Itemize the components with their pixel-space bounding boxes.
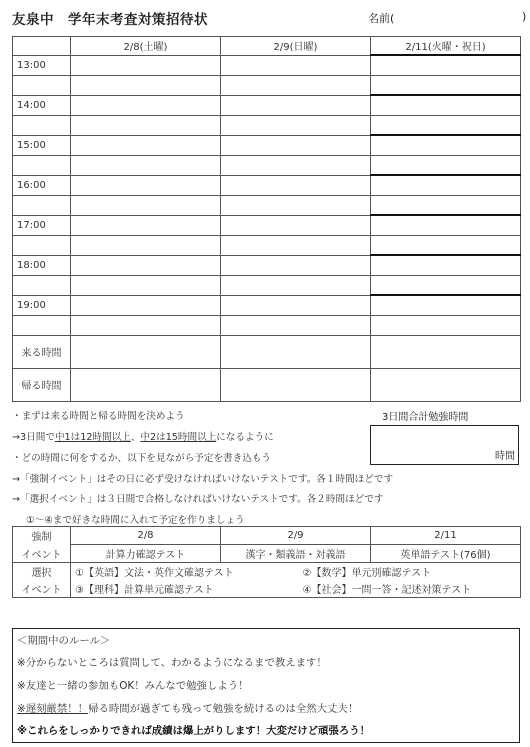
schedule-cell-day-1[interactable] (71, 175, 221, 195)
schedule-cell-day-2[interactable] (221, 215, 371, 235)
schedule-corner (13, 37, 71, 56)
schedule-cell-day-2[interactable] (221, 115, 371, 135)
name-field-close[interactable]: ) (522, 10, 527, 23)
time-slot-label: 16:00 (13, 175, 71, 195)
note-line-6: ①～④まで好きな時間に入れて予定を作りましょう (26, 515, 245, 526)
note-line-2-grade1: 中1は12時間以上 (54, 432, 131, 443)
schedule-cell-day-1[interactable] (71, 155, 221, 175)
time-slot-row (13, 275, 521, 295)
schedule-cell-day-2[interactable] (221, 95, 371, 115)
schedule-cell-day-2[interactable] (221, 155, 371, 175)
time-slot-label: 19:00 (13, 295, 71, 315)
time-slot-half-label (13, 195, 71, 215)
schedule-cell-day-3[interactable] (371, 75, 521, 95)
page-title: 友泉中 学年末考査対策招待状 (12, 12, 208, 28)
rule-3-no-late: ※遅刻厳禁！！ (17, 703, 89, 715)
select-item-3: ③【理科】計算単元確認テスト (71, 580, 301, 598)
arrive-row (13, 335, 521, 368)
schedule-cell-day-1[interactable] (71, 315, 221, 335)
total-hours-unit: 時間 (495, 451, 515, 462)
rule-2: ※友達と一緒の参加もOK！みんなで勉強しよう！ (17, 680, 249, 692)
arrive-cell-day-3[interactable] (371, 335, 521, 368)
schedule-cell-day-2[interactable] (221, 315, 371, 335)
note-line-3: ・どの時間に何をするか、以下を見ながら予定を書き込もう (12, 453, 272, 464)
schedule-cell-day-3[interactable] (371, 295, 521, 315)
schedule-header-row (13, 37, 521, 56)
schedule-cell-day-3[interactable] (371, 195, 521, 215)
schedule-cell-day-3[interactable] (371, 155, 521, 175)
leave-label: 帰る時間 (13, 368, 71, 401)
rule-1: ※分からないところは質問して、わかるようになるまで教えます！ (17, 657, 327, 669)
schedule-cell-day-3[interactable] (371, 175, 521, 195)
schedule-cell-day-1[interactable] (71, 215, 221, 235)
rule-3-rest: 帰る時間が過ぎても残って勉強を続けるのは全然大丈夫！ (88, 703, 359, 715)
name-label: 名前( (368, 12, 395, 25)
time-rows (13, 55, 521, 335)
arrive-cell-day-2[interactable] (221, 335, 371, 368)
schedule-cell-day-2[interactable] (221, 175, 371, 195)
note-line-1: ・まずは来る時間と帰る時間を決めよう (12, 411, 185, 422)
note-line-2 (12, 429, 274, 443)
time-slot-label: 18:00 (13, 255, 71, 275)
select-label-top: 選択 (13, 563, 71, 581)
time-slot-half-label (13, 75, 71, 95)
schedule-cell-day-2[interactable] (221, 55, 371, 75)
rules-title: ＜期間中のルール＞ (17, 635, 111, 647)
schedule-cell-day-3[interactable] (371, 55, 521, 75)
time-slot-half-label (13, 275, 71, 295)
rule-4: ※これらをしっかりできれば成績は爆上がりします！大変だけど頑張ろう！ (17, 725, 370, 737)
select-row-2 (13, 580, 521, 598)
time-slot-row (13, 175, 521, 195)
leave-row (13, 368, 521, 401)
time-slot-row (13, 95, 521, 115)
schedule-cell-day-2[interactable] (221, 135, 371, 155)
forced-label-bottom: イベント (13, 545, 71, 563)
schedule-cell-day-2[interactable] (221, 235, 371, 255)
time-slot-row (13, 115, 521, 135)
time-slot-row (13, 55, 521, 75)
schedule-cell-day-1[interactable] (71, 55, 221, 75)
column-day-3: 2/11(火曜・祝日) (371, 37, 521, 56)
leave-cell-day-1[interactable] (71, 368, 221, 401)
schedule-cell-day-3[interactable] (371, 275, 521, 295)
arrive-label: 来る時間 (13, 335, 71, 368)
time-slot-label: 15:00 (13, 135, 71, 155)
schedule-cell-day-3[interactable] (371, 315, 521, 335)
time-slot-row (13, 215, 521, 235)
total-hours-label: 3日間合計勉強時間 (382, 412, 469, 423)
header (12, 6, 527, 28)
schedule-cell-day-1[interactable] (71, 295, 221, 315)
schedule-cell-day-2[interactable] (221, 275, 371, 295)
forced-date-2: 2/9 (221, 527, 371, 545)
schedule-cell-day-1[interactable] (71, 75, 221, 95)
schedule-cell-day-3[interactable] (371, 255, 521, 275)
schedule-cell-day-1[interactable] (71, 235, 221, 255)
note-line-4: →「強制イベント」はその日に必ず受けなければいけないテストです。各１時間ほどです (12, 474, 394, 485)
total-hours-box[interactable] (370, 425, 519, 465)
rule-3 (17, 700, 358, 715)
time-slot-half-label (13, 315, 71, 335)
schedule-cell-day-1[interactable] (71, 255, 221, 275)
schedule-cell-day-3[interactable] (371, 235, 521, 255)
column-day-1: 2/8(土曜) (71, 37, 221, 56)
select-label-bottom: イベント (13, 580, 71, 598)
time-slot-row (13, 155, 521, 175)
time-slot-label: 13:00 (13, 55, 71, 75)
time-slot-half-label (13, 115, 71, 135)
time-slot-row (13, 255, 521, 275)
time-slot-label: 14:00 (13, 95, 71, 115)
time-slot-label: 17:00 (13, 215, 71, 235)
schedule-cell-day-3[interactable] (371, 95, 521, 115)
schedule-cell-day-2[interactable] (221, 75, 371, 95)
rules-box (12, 628, 520, 743)
events-table (12, 526, 521, 598)
note-line-2-post: になるように (216, 432, 274, 443)
schedule-table (12, 36, 521, 402)
schedule-cell-day-3[interactable] (371, 135, 521, 155)
time-slot-row (13, 295, 521, 315)
forced-date-3: 2/11 (371, 527, 521, 545)
time-slot-row (13, 75, 521, 95)
note-line-5: →「選択イベント」は３日間で合格しなければいけないテストです。各２時間ほどです (12, 494, 384, 505)
time-slot-row (13, 315, 521, 335)
note-line-2-mid: 、 (130, 432, 141, 443)
select-item-4: ④【社会】一問一答・記述対策テスト (301, 580, 521, 598)
select-item-1: ①【英語】文法・英作文確認テスト (71, 563, 301, 581)
select-item-2: ②【数学】単元別確認テスト (301, 563, 521, 581)
schedule-cell-day-3[interactable] (371, 115, 521, 135)
column-day-2: 2/9(日曜) (221, 37, 371, 56)
forced-test-3: 英単語テスト(76個) (371, 545, 521, 563)
time-slot-row (13, 235, 521, 255)
select-row-1 (13, 563, 521, 581)
schedule-cell-day-1[interactable] (71, 95, 221, 115)
note-line-2-grade2: 中2は15時間以上 (140, 432, 217, 443)
forced-test-row (13, 545, 521, 563)
leave-cell-day-2[interactable] (221, 368, 371, 401)
time-slot-row (13, 195, 521, 215)
forced-label-top: 強制 (13, 527, 71, 545)
forced-test-1: 計算力確認テスト (71, 545, 221, 563)
schedule-cell-day-3[interactable] (371, 215, 521, 235)
schedule-cell-day-2[interactable] (221, 295, 371, 315)
forced-test-2: 漢字・類義語・対義語 (221, 545, 371, 563)
schedule-cell-day-2[interactable] (221, 195, 371, 215)
schedule-cell-day-1[interactable] (71, 135, 221, 155)
schedule-cell-day-1[interactable] (71, 195, 221, 215)
leave-cell-day-3[interactable] (371, 368, 521, 401)
note-line-2-pre: →3日間で (12, 432, 55, 443)
forced-date-row (13, 527, 521, 545)
time-slot-row (13, 135, 521, 155)
time-slot-half-label (13, 155, 71, 175)
schedule-cell-day-2[interactable] (221, 255, 371, 275)
schedule-cell-day-1[interactable] (71, 275, 221, 295)
time-slot-half-label (13, 235, 71, 255)
schedule-cell-day-1[interactable] (71, 115, 221, 135)
arrive-cell-day-1[interactable] (71, 335, 221, 368)
forced-date-1: 2/8 (71, 527, 221, 545)
